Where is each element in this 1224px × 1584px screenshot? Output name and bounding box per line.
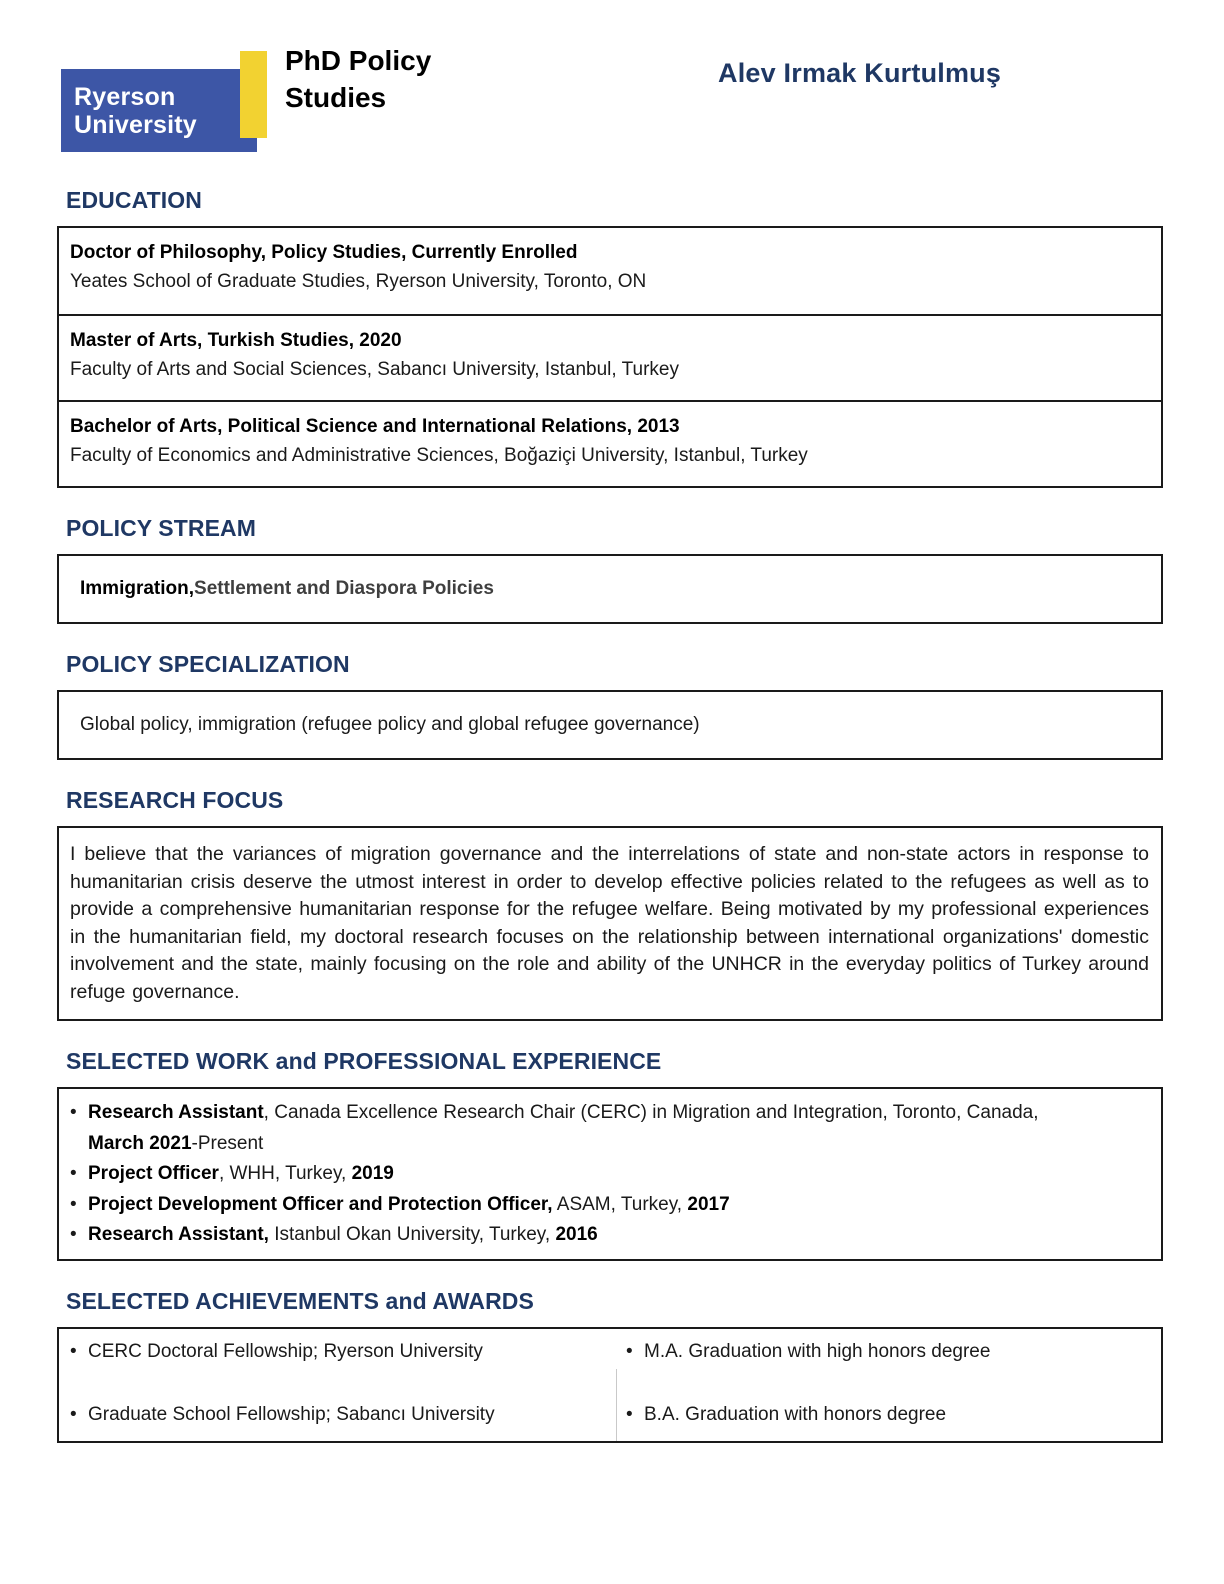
education-degree: Doctor of Philosophy, Policy Studies, Currently Enrolled [70, 242, 578, 263]
work-experience-text: Project Development Officer and Protection Officer, ASAM, Turkey, 2017 [88, 1193, 730, 1215]
ryerson-logo-blue-box [61, 69, 257, 152]
section-title-achievements: SELECTED ACHIEVEMENTS and AWARDS [66, 1287, 534, 1314]
bullet-icon: • [70, 1102, 77, 1123]
bullet-icon: • [70, 1163, 77, 1184]
logo-university-line2: University [74, 110, 197, 139]
program-title-line2: Studies [285, 82, 387, 113]
education-entry [59, 314, 1161, 400]
logo-university-line1: Ryerson [74, 82, 176, 111]
policy-specialization-box [57, 690, 1163, 760]
education-school: Yeates School of Graduate Studies, Ryerson University, Toronto, ON [70, 271, 647, 292]
research-focus-box [57, 826, 1163, 1021]
achievement-item [626, 1337, 1161, 1368]
policy-specialization-value: Global policy, immigration (refugee policy and global refugee governance) [80, 714, 700, 735]
awards-column-divider [616, 1369, 617, 1441]
research-focus-text: I believe that the variances of migration governance and the interrelations of state and non-state actors in response to humanitarian crisis deserve the utmost interest in order to develop effective policies related to the refugees as well as to provide a comprehensive humanitarian response for the refugee welfare. Being motivated by my professional experiences in the humanitarian field, my doctoral research focuses on the relationship between international organizations' domestic involvement and the state, mainly focusing on the role and ability of the UNHCR in the everyday politics of Turkey around refuge governance. [70, 843, 1149, 1003]
achievement-item [70, 1400, 626, 1431]
achievement-item [70, 1337, 626, 1368]
ryerson-logo-yellow-bar [240, 51, 267, 138]
education-degree: Bachelor of Arts, Political Science and International Relations, 2013 [70, 416, 680, 437]
bullet-icon: • [70, 1340, 77, 1362]
section-title-policy-stream: POLICY STREAM [66, 515, 257, 541]
achievement-text: CERC Doctoral Fellowship; Ryerson University [88, 1340, 483, 1362]
work-experience-item [70, 1098, 1149, 1159]
achievements-box [57, 1327, 1163, 1443]
policy-stream-rest: Settlement and Diaspora Policies [194, 578, 494, 599]
bullet-icon: • [70, 1404, 77, 1425]
document-body [0, 187, 1224, 1443]
education-entry [59, 228, 1161, 314]
bullet-icon: • [626, 1404, 633, 1425]
work-experience-list [70, 1098, 1149, 1251]
work-experience-item [70, 1190, 1149, 1221]
achievement-text: M.A. Graduation with high honors degree [644, 1340, 991, 1362]
education-school: Faculty of Economics and Administrative Sciences, Boğaziçi University, Istanbul, Turkey [70, 445, 808, 466]
achievement-text: B.A. Graduation with honors degree [644, 1404, 947, 1425]
education-box [57, 226, 1163, 488]
program-title [285, 42, 431, 116]
work-experience-item [70, 1159, 1149, 1190]
policy-stream-lead: Immigration, [80, 578, 195, 599]
education-school: Faculty of Arts and Social Sciences, Sabancı University, Istanbul, Turkey [70, 359, 679, 380]
section-title-education: EDUCATION [66, 187, 202, 213]
work-experience-text: Project Officer, WHH, Turkey, 2019 [88, 1163, 394, 1184]
education-degree: Master of Arts, Turkish Studies, 2020 [70, 330, 402, 351]
policy-stream-box [57, 554, 1163, 624]
program-title-line1: PhD Policy [285, 45, 432, 76]
achievement-item [626, 1400, 1161, 1431]
bullet-icon: • [70, 1193, 77, 1215]
person-name: Alev Irmak Kurtulmuş [718, 58, 1002, 88]
work-experience-text: Research Assistant, Istanbul Okan University, Turkey, 2016 [88, 1224, 598, 1245]
education-entry [59, 400, 1161, 486]
section-title-policy-specialization: POLICY SPECIALIZATION [66, 651, 350, 677]
work-experience-box [57, 1087, 1163, 1261]
section-title-work-experience: SELECTED WORK and PROFESSIONAL EXPERIENCE [66, 1048, 662, 1074]
bullet-icon: • [70, 1224, 77, 1245]
achievement-text: Graduate School Fellowship; Sabancı University [88, 1404, 495, 1425]
header [0, 0, 1224, 160]
work-experience-item [70, 1220, 1149, 1251]
section-title-research-focus: RESEARCH FOCUS [66, 787, 284, 813]
bullet-icon: • [626, 1340, 633, 1362]
work-experience-text: Research Assistant, Canada Excellence Research Chair (CERC) in Migration and Integration, Toronto, Canada, March 2021-Present [88, 1102, 1039, 1154]
